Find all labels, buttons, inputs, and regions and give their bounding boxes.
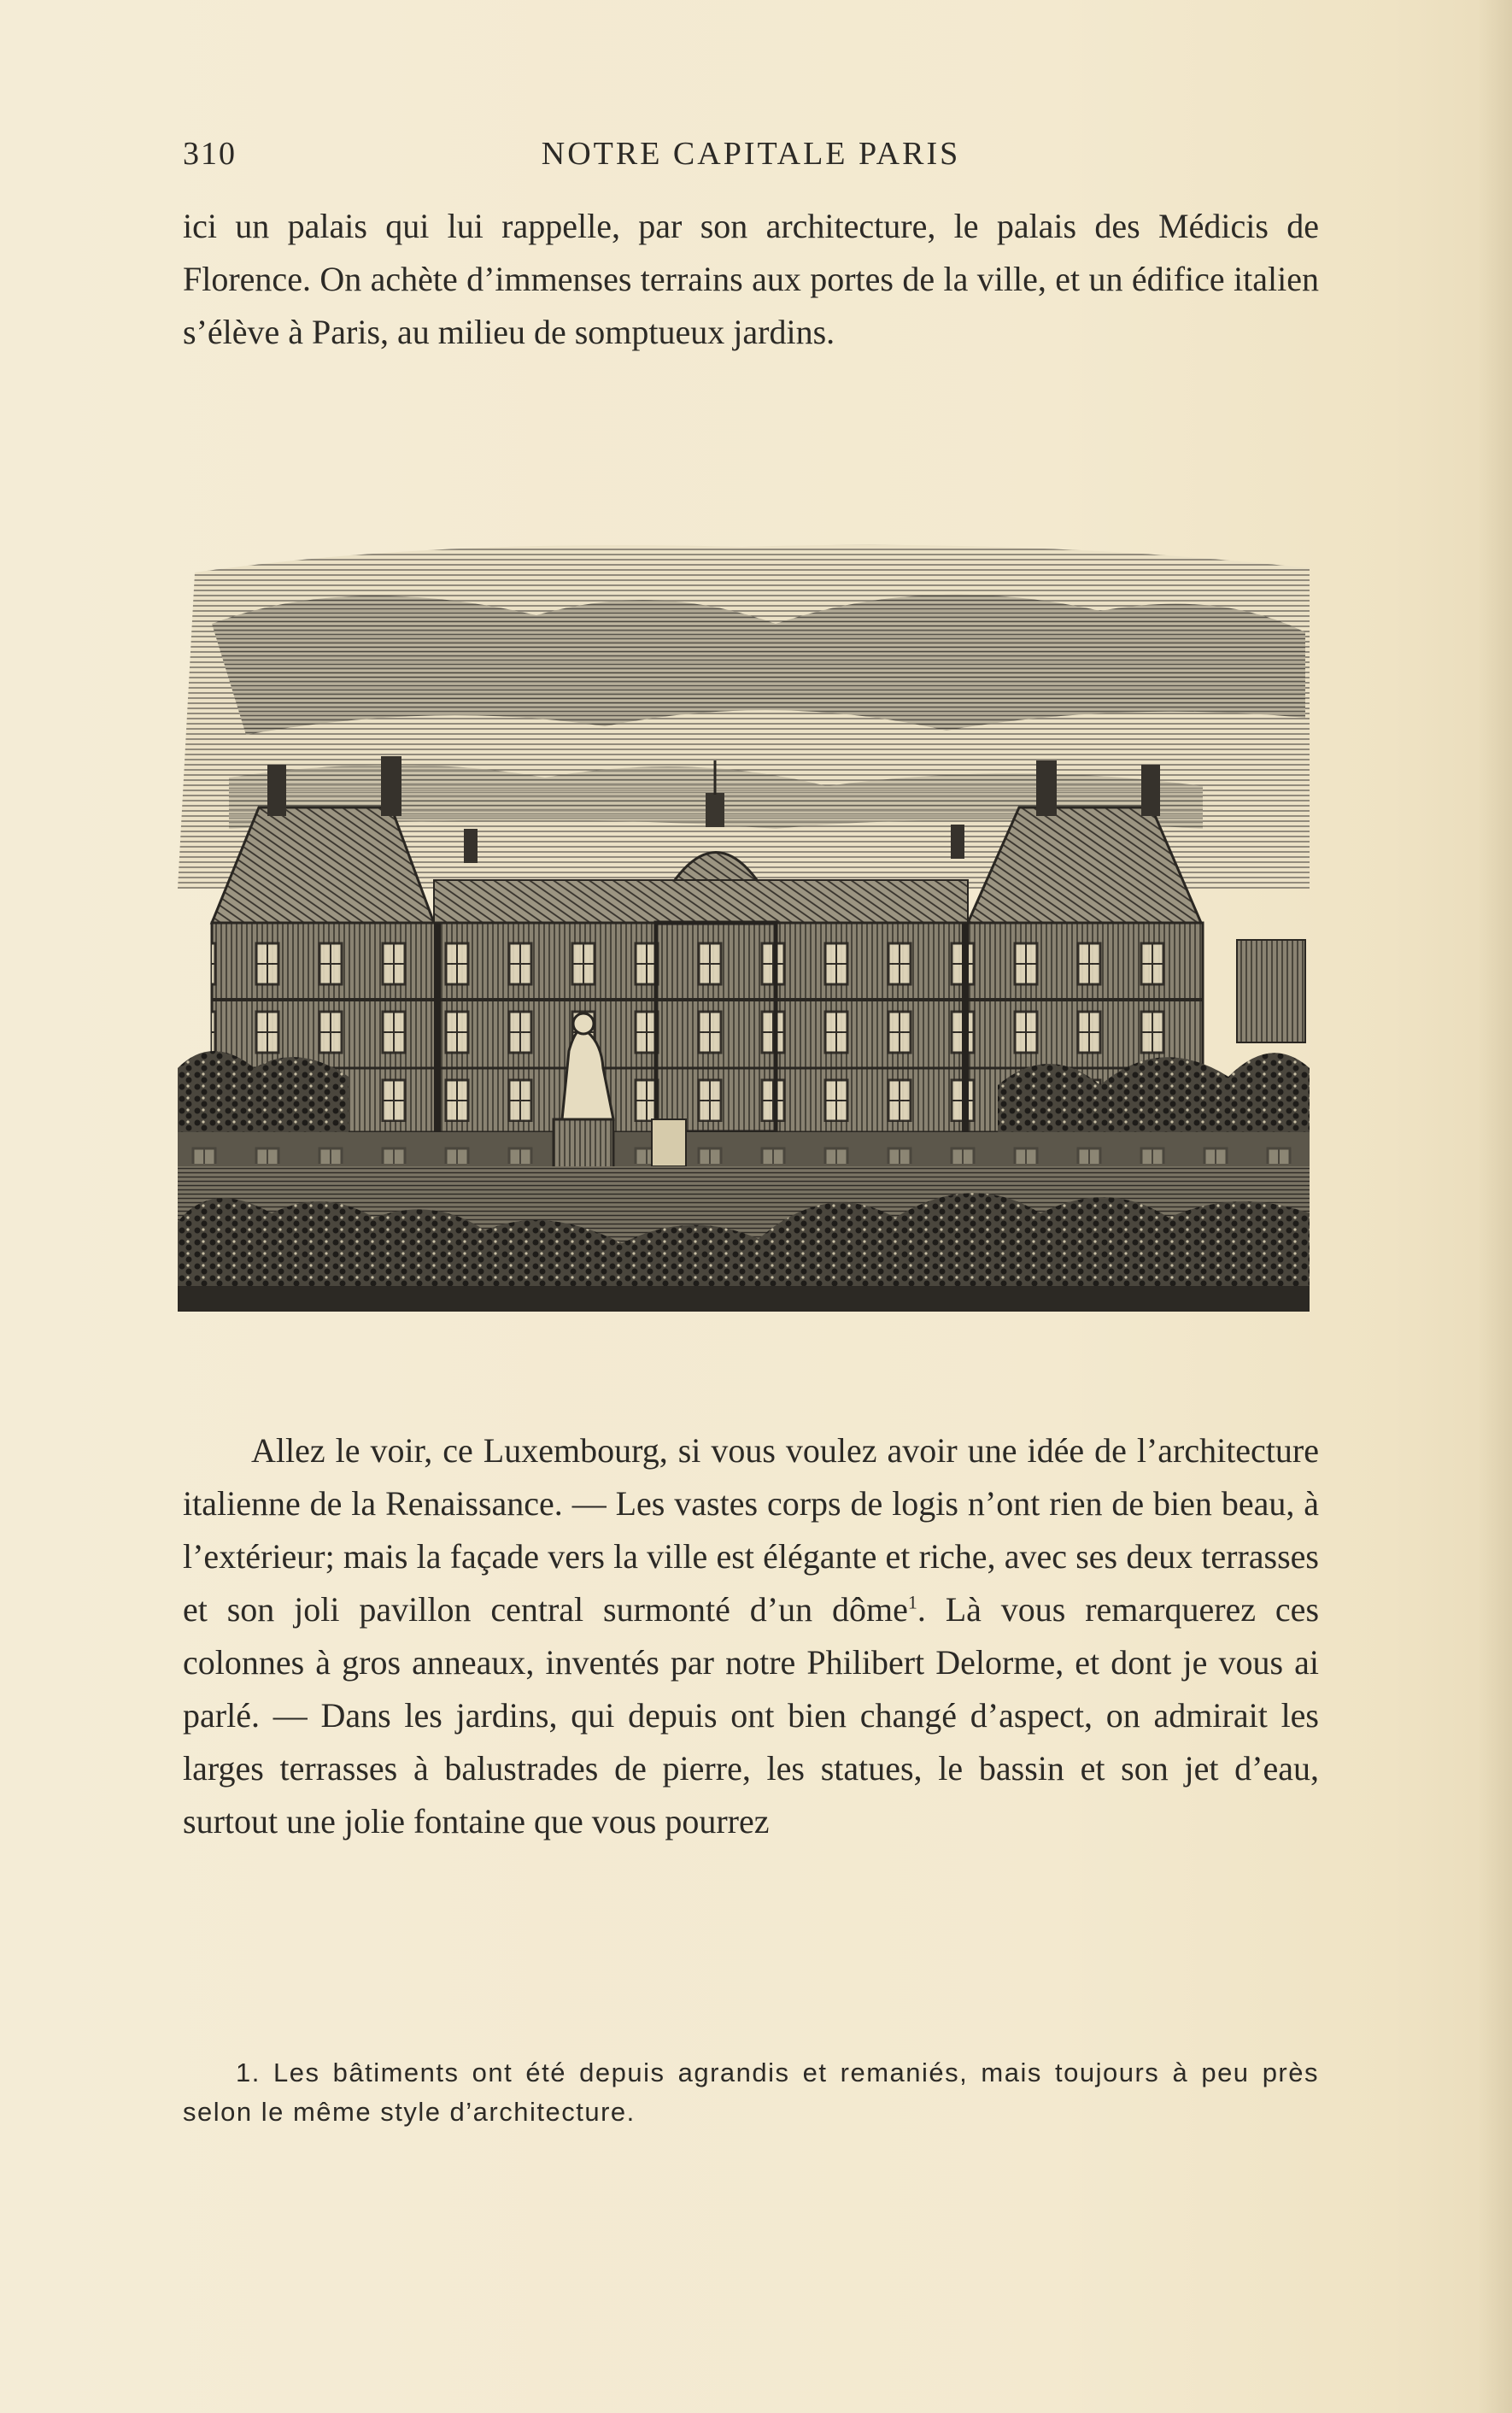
page-edge-shadow xyxy=(1478,0,1512,2413)
central-wing-roof xyxy=(434,880,968,923)
chimney xyxy=(951,825,964,859)
paragraph-main-text-1: Allez le voir, ce Luxembourg, si vous voulez avoir une idée de l’architecture italienne de la Renaissance. — Les vastes corps de logis n’ont rien de bien beau, à l’extérieur; mais la façade vers la ville est élégante et riche, avec ses deux terrasses et son joli pavillon central surmonté d’un dôme xyxy=(183,1431,1319,1629)
luxembourg-palace-engraving xyxy=(178,521,1310,1312)
ground-edge xyxy=(178,1286,1310,1312)
chimney xyxy=(267,765,286,816)
chimney xyxy=(1036,760,1057,816)
paragraph-main-text-2: . Là vous remarquerez ces colonnes à gros anneaux, inventés par notre Philibert Delorme, et dont je vous ai parlé. — Dans les jardins, qui depuis ont bien changé d’aspect, on admirait les larges terrasses à balustrades de pierre, les statues, le bassin et son jet d’eau, surtout une jolie fontaine que vous pourrez xyxy=(183,1590,1320,1841)
engraving-illustration xyxy=(178,521,1310,1312)
running-head xyxy=(183,135,1319,178)
paragraph-top: ici un palais qui lui rappelle, par son architecture, le palais des Médicis de Florence. On achète d’immenses terrains aux portes de la ville, et un édifice italien s’élève à Paris, au milieu de somptueux jardins. xyxy=(183,207,1319,351)
statue-head xyxy=(573,1013,594,1034)
chimney xyxy=(464,829,478,863)
small-statue xyxy=(652,1119,686,1166)
running-title: NOTRE CAPITALE PARIS xyxy=(541,136,961,172)
paragraph-main xyxy=(183,1424,1319,1848)
pavilion-edge xyxy=(962,923,969,1132)
pavilion-edge xyxy=(434,923,441,1132)
dome-lantern xyxy=(706,793,724,827)
chimney xyxy=(1141,765,1160,816)
chimney xyxy=(381,756,401,816)
footnote-reference: 1 xyxy=(907,1591,917,1613)
balustrade xyxy=(178,1135,1310,1164)
page-number: 310 xyxy=(183,136,237,172)
footnote: 1. Les bâtiments ont été depuis agrandis et remaniés, mais toujours à peu près selon le même style d’architecture. xyxy=(183,2058,1319,2127)
distant-building xyxy=(1237,940,1305,1042)
